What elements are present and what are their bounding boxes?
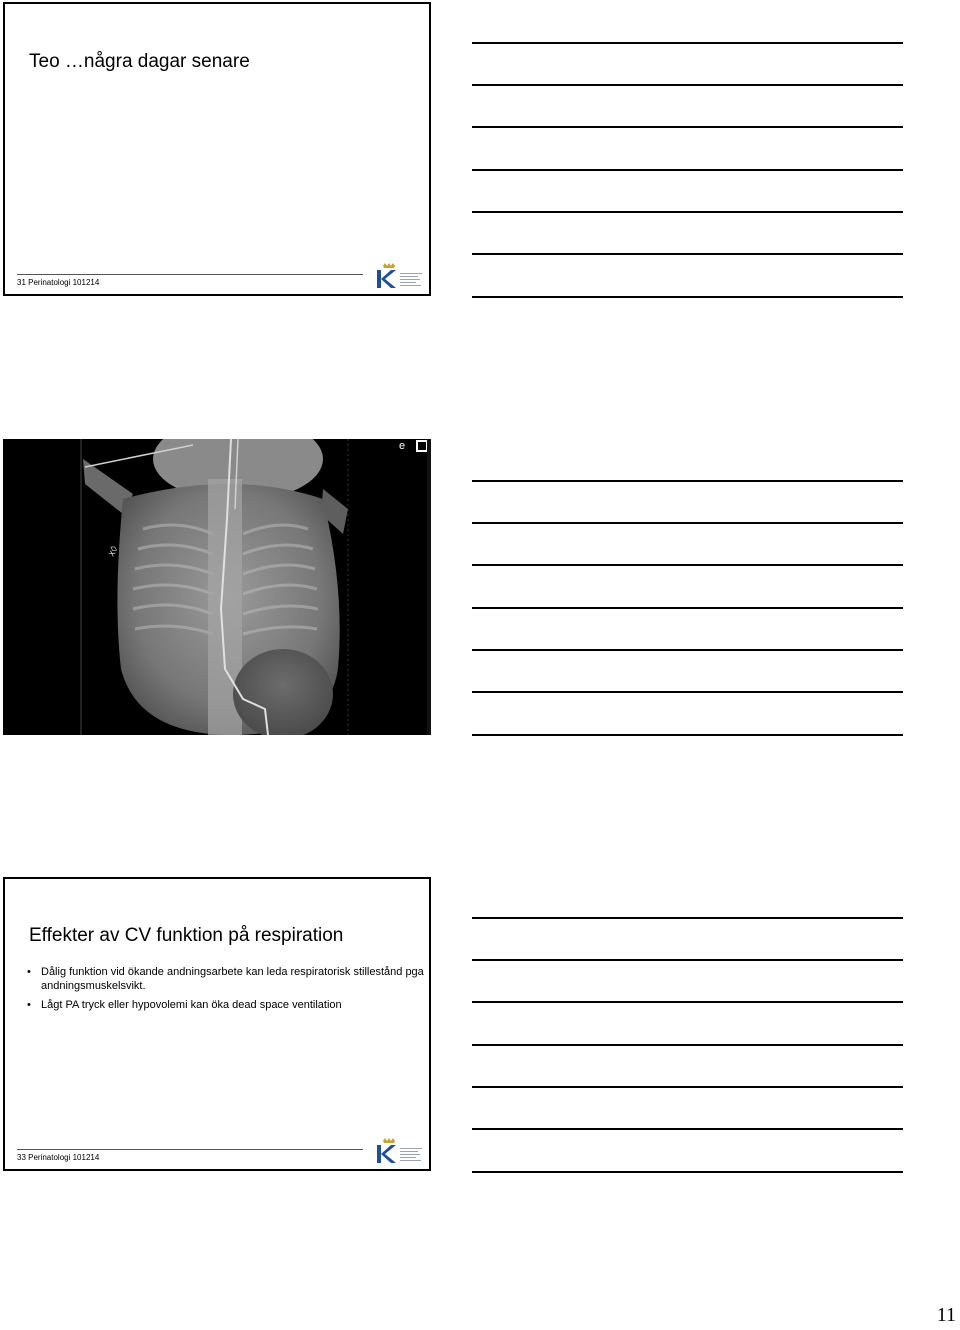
bullet-icon: • <box>27 999 31 1011</box>
footer-divider <box>17 274 363 275</box>
note-line <box>472 959 903 961</box>
note-line <box>472 84 903 86</box>
slide-title: Teo …några dagar senare <box>29 51 250 72</box>
note-line <box>472 126 903 128</box>
note-line <box>472 1001 903 1003</box>
slide-31 <box>3 2 431 296</box>
note-line <box>472 691 903 693</box>
note-line <box>472 734 903 736</box>
slide-footer: 33 Perinatologi 101214 <box>17 1153 100 1162</box>
note-line <box>472 253 903 255</box>
bullet-text: Dålig funktion vid ökande andningsarbete kan leda respiratorisk stillestånd pga andningsmuskelsvikt. <box>41 966 424 992</box>
crown-icon <box>383 1138 395 1143</box>
note-line <box>472 169 903 171</box>
slide-title: Effekter av CV funktion på respiration <box>29 925 344 946</box>
slide-33 <box>3 877 431 1171</box>
note-line <box>472 649 903 651</box>
page-number: 11 <box>936 1304 956 1326</box>
note-line <box>472 917 903 919</box>
note-line <box>472 296 903 298</box>
note-line <box>472 522 903 524</box>
note-line <box>472 42 903 44</box>
note-line <box>472 1086 903 1088</box>
note-line <box>472 1171 903 1173</box>
crown-icon <box>383 263 395 268</box>
note-line <box>472 1128 903 1130</box>
xray-graphic <box>3 439 431 735</box>
svg-text:x◊: x◊ <box>106 544 121 559</box>
footer-divider <box>17 1149 363 1150</box>
note-line <box>472 211 903 213</box>
slide-footer: 31 Perinatologi 101214 <box>17 278 100 287</box>
note-line <box>472 1044 903 1046</box>
bullet-item <box>27 998 427 1012</box>
note-line <box>472 607 903 609</box>
note-line <box>472 480 903 482</box>
karolinska-logo-icon <box>371 1137 427 1167</box>
note-line <box>472 564 903 566</box>
bullet-icon: • <box>27 966 31 978</box>
chest-xray-image <box>3 439 431 735</box>
bullet-list <box>27 965 427 1017</box>
bullet-text: Lågt PA tryck eller hypovolemi kan öka dead space ventilation <box>41 999 342 1011</box>
karolinska-logo-icon <box>371 262 427 292</box>
bullet-item <box>27 965 427 993</box>
xray-marker: e <box>399 440 406 452</box>
